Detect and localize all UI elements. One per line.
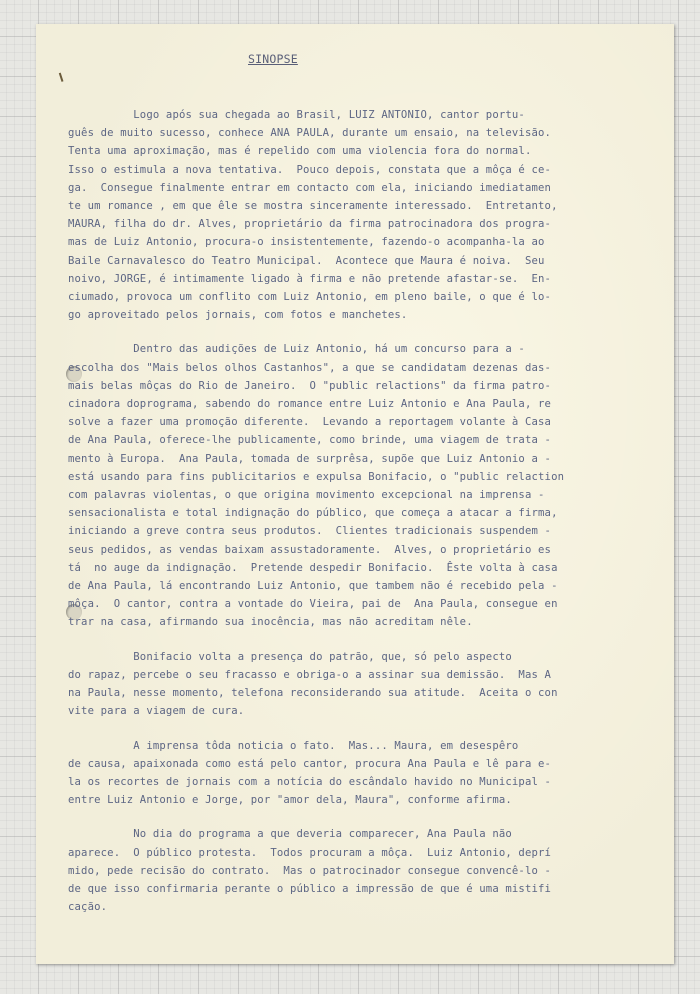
text-line: Logo após sua chegada ao Brasil, LUIZ ANTONIO, cantor portu-: [68, 109, 525, 121]
paragraph: [68, 648, 664, 721]
text-line: Bonifacio volta a presença do patrão, que, só pelo aspecto: [68, 650, 512, 663]
text-line: No dia do programa a que deveria comparecer, Ana Paula não: [68, 828, 512, 841]
text-line: Dentro das audições de Luiz Antonio, há um concurso para a -: [68, 343, 525, 356]
document-body: [68, 106, 664, 932]
text-line: la os recortes de jornais com a notícia do escândalo havido no Municipal -: [68, 775, 552, 788]
text-line: trar na casa, afirmando sua inocência, mas não acreditam nêle.: [68, 616, 473, 629]
paragraph: [68, 106, 664, 324]
text-line: escolha dos "Mais belos olhos Castanhos", a que se candidatam dezenas das-: [68, 361, 552, 374]
text-line: seus pedidos, as vendas baixam assustadoramente. Alves, o proprietário es: [68, 543, 552, 556]
text-line: de causa, apaixonada como está pelo cantor, procura Ana Paula e lê para e-: [68, 757, 552, 770]
text-line: mas de Luiz Antonio, procura-o insistentemente, fazendo-o acompanha-la ao: [68, 236, 545, 249]
text-line: de Ana Paula, lá encontrando Luiz Antonio, que tambem não é recebido pela -: [68, 580, 558, 593]
text-line: sensacionalista e total indignação do público, que começa a atacar a firma,: [68, 507, 558, 520]
text-line: A imprensa tôda noticia o fato. Mas... Maura, em desespêro: [68, 739, 519, 752]
text-line: mento à Europa. Ana Paula, tomada de surprêsa, supõe que Luiz Antonio a -: [68, 452, 552, 465]
paragraph: [68, 340, 664, 631]
text-line: solve a fazer uma promoção diferente. Levando a reportagem volante à Casa: [68, 416, 552, 429]
text-line: cação.: [68, 901, 108, 914]
text-line: mido, pede recisão do contrato. Mas o patrocinador consegue convencê-lo -: [68, 864, 552, 877]
text-line: Tenta uma aproximação, mas é repelido com uma violencia fora do normal.: [68, 145, 532, 158]
paragraph: [68, 825, 664, 916]
text-line: noivo, JORGE, é intimamente ligado à firma e não pretende afastar-se. En-: [68, 272, 552, 285]
document-page: [36, 24, 674, 964]
text-line: de que isso confirmaria perante o público a impressão de que é uma mistifi: [68, 882, 552, 895]
text-line: iniciando a greve contra seus produtos. Clientes tradicionais suspendem -: [68, 525, 552, 538]
text-line: guês de muito sucesso, conhece ANA PAULA, durante um ensaio, na televisão.: [68, 127, 552, 140]
text-line: go aproveitado pelos jornais, com fotos e manchetes.: [68, 309, 408, 322]
text-line: mais belas môças do Rio de Janeiro. O "public relactions" da firma patro-: [68, 379, 552, 392]
page-title: SINOPSE: [248, 52, 298, 66]
pencil-mark: [59, 71, 68, 82]
text-line: môça. O cantor, contra a vontade do Vieira, pai de Ana Paula, consegue en: [68, 598, 558, 611]
text-line: MAURA, filha do dr. Alves, proprietário da firma patrocinadora dos progra-: [68, 218, 552, 231]
text-line: entre Luiz Antonio e Jorge, por "amor dela, Maura", conforme afirma.: [68, 794, 512, 807]
text-line: Isso o estimula a nova tentativa. Pouco depois, constata que a môça é ce-: [68, 163, 552, 176]
text-line: do rapaz, percebe o seu fracasso e obriga-o a assinar sua demissão. Mas A: [68, 668, 552, 681]
text-line: cinadora doprograma, sabendo do romance entre Luiz Antonio e Ana Paula, re: [68, 398, 552, 411]
text-line: aparece. O público protesta. Todos procuram a môça. Luiz Antonio, deprí: [68, 846, 552, 859]
paragraph: [68, 737, 664, 810]
text-line: na Paula, nesse momento, telefona reconsiderando sua atitude. Aceita o con: [68, 687, 558, 700]
text-line: Baile Carnavalesco do Teatro Municipal. Acontece que Maura é noiva. Seu: [68, 254, 545, 267]
text-line: ga. Consegue finalmente entrar em contacto com ela, iniciando imediatamen: [68, 181, 552, 194]
text-line: ciumado, provoca um conflito com Luiz Antonio, em pleno baile, o que é lo-: [68, 291, 552, 304]
text-line: vite para a viagem de cura.: [68, 705, 245, 718]
text-line: está usando para fins publicitarios e expulsa Bonifacio, o "public relaction: [68, 470, 565, 483]
text-line: de Ana Paula, oferece-lhe publicamente, como brinde, uma viagem de trata -: [68, 434, 552, 447]
text-line: com palavras violentas, o que origina movimento excepcional na imprensa -: [68, 489, 545, 502]
text-line: te um romance , em que êle se mostra sinceramente interessado. Entretanto,: [68, 200, 558, 213]
text-line: tá no auge da indignação. Pretende despedir Bonifacio. Êste volta à casa: [68, 561, 558, 574]
